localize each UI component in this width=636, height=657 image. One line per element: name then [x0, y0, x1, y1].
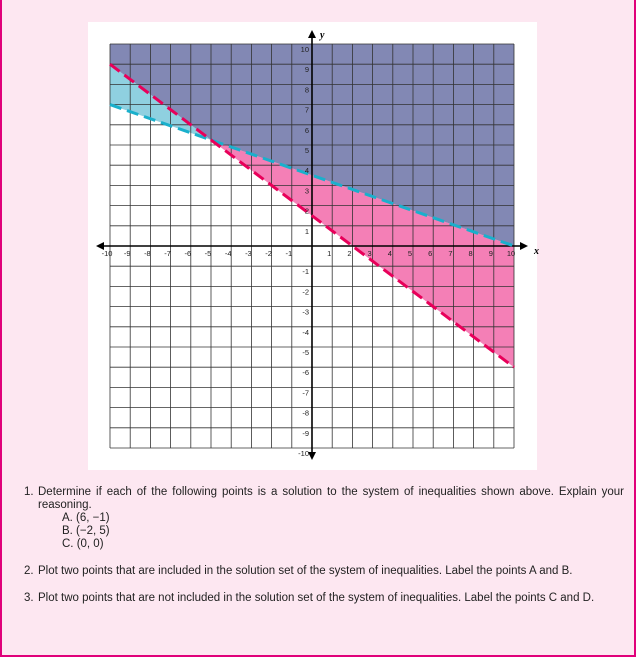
y-tick-label: -8 — [302, 408, 309, 418]
question-1 — [24, 486, 624, 551]
question-2 — [24, 565, 624, 578]
x-tick-label: 2 — [347, 249, 352, 258]
x-tick-label: 1 — [327, 249, 332, 258]
y-tick-label: -2 — [302, 287, 309, 297]
y-tick-label: 10 — [300, 45, 309, 54]
question-text: Plot two points that are not included in the solution set of the system of inequalities. Label the points C and D. — [38, 592, 595, 604]
y-tick-label: 5 — [304, 146, 309, 155]
point-options — [38, 512, 624, 551]
y-tick-label: 1 — [304, 226, 309, 236]
x-axis-label: x — [534, 246, 539, 257]
x-tick-label: -9 — [123, 249, 131, 258]
y-tick-label: 8 — [304, 85, 309, 95]
y-tick-label: -6 — [302, 368, 309, 378]
x-tick-label: -1 — [285, 249, 293, 258]
question-list — [24, 486, 624, 619]
y-tick-label: 7 — [304, 105, 309, 115]
x-tick-label: -2 — [265, 249, 272, 258]
x-tick-label: 6 — [428, 249, 433, 258]
question-number: 3. — [24, 592, 34, 604]
option-c: C. (0, 0) — [62, 538, 104, 550]
y-tick-label: -4 — [302, 327, 309, 337]
y-tick-label: 9 — [304, 65, 309, 75]
x-axis-arrow-right — [520, 242, 528, 250]
y-axis-label: y — [320, 30, 325, 41]
x-tick-label: -10 — [101, 249, 113, 258]
option-a: A. (6, −1) — [62, 512, 110, 524]
x-tick-label: -7 — [164, 249, 171, 258]
y-tick-label: -1 — [302, 267, 309, 277]
x-tick-label: -4 — [224, 249, 232, 258]
coordinate-graph — [88, 22, 537, 470]
y-tick-label: -10 — [298, 449, 309, 458]
y-tick-label: -3 — [302, 307, 309, 317]
y-tick-label: 6 — [304, 125, 309, 135]
option-b: B. (−2, 5) — [62, 525, 110, 537]
x-tick-label: 7 — [448, 249, 453, 258]
x-tick-label: 3 — [367, 249, 372, 258]
x-tick-label: 10 — [506, 249, 516, 258]
question-number: 1. — [24, 486, 34, 498]
x-tick-label: -5 — [204, 249, 212, 258]
question-text: Plot two points that are included in the solution set of the system of inequalities. Label the points A and B. — [38, 565, 573, 577]
question-3 — [24, 592, 624, 605]
y-tick-label: 4 — [304, 166, 309, 176]
x-tick-label: -8 — [144, 249, 151, 258]
question-text: Determine if each of the following points is a solution to the system of inequalities shown above. Explain your reasoning. — [38, 486, 624, 511]
y-tick-label: -7 — [302, 388, 309, 398]
question-number: 2. — [24, 565, 34, 577]
x-tick-label: -3 — [245, 249, 252, 258]
x-tick-label: 9 — [488, 249, 493, 258]
x-tick-label: 8 — [468, 249, 473, 258]
x-tick-label: 4 — [387, 249, 392, 258]
y-tick-label: 3 — [304, 186, 309, 196]
x-tick-label: -6 — [184, 249, 192, 258]
inequality-graph — [88, 22, 537, 470]
y-tick-label: 2 — [304, 206, 309, 216]
y-tick-label: -9 — [302, 428, 309, 438]
x-tick-label: 5 — [407, 249, 413, 258]
y-axis-arrow-up — [308, 30, 316, 38]
y-tick-label: -5 — [302, 348, 309, 357]
